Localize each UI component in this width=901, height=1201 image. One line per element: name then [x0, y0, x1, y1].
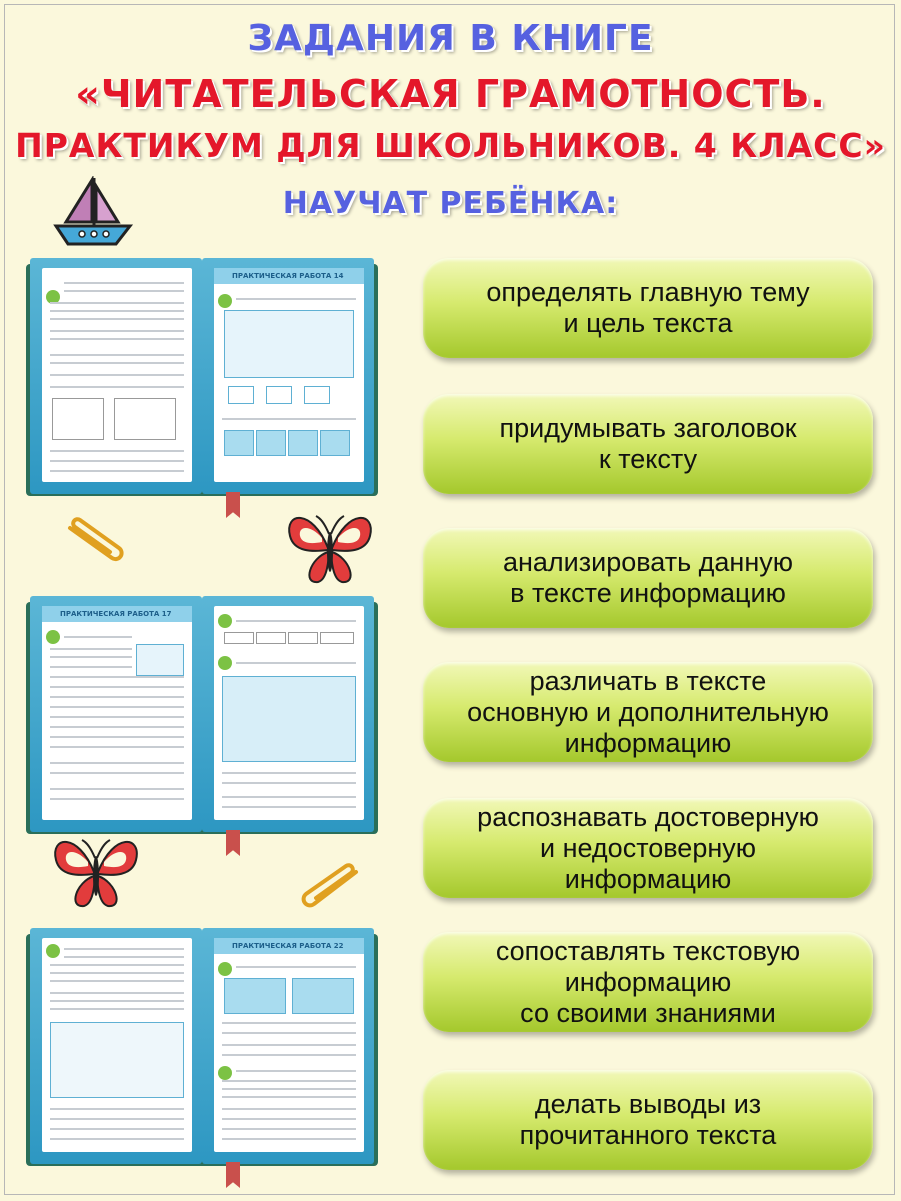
page-content [42, 606, 192, 820]
page-title: ПРАКТИЧЕСКАЯ РАБОТА 17 [42, 606, 192, 622]
skill-analyze [423, 528, 873, 628]
skill-label: распознавать достоверную и недостоверную информацию [477, 801, 819, 894]
skill-title [423, 394, 873, 494]
bookmark-ribbon-icon [226, 830, 240, 856]
page-content [214, 938, 364, 1152]
skill-label: определять главную тему и цель текста [486, 277, 810, 338]
skill-label: анализировать данную в тексте информацию [502, 547, 793, 608]
page-title: ПРАКТИЧЕСКАЯ РАБОТА 14 [214, 268, 364, 284]
bookmark-ribbon-icon [226, 1162, 240, 1188]
skill-conclusions [423, 1070, 873, 1170]
paperclip-icon [62, 514, 126, 570]
book-spread-1 [26, 258, 378, 518]
header-line-4: НАУЧАТ РЕБЁНКА: [282, 186, 619, 221]
book-right-page [202, 928, 374, 1164]
book-left-page [30, 928, 202, 1164]
bookmark-ribbon-icon [226, 492, 240, 518]
header-line-2: «ЧИТАТЕЛЬСКАЯ ГРАМОТНОСТЬ. [75, 72, 826, 116]
skill-distinguish [423, 662, 873, 762]
page-title: ПРАКТИЧЕСКАЯ РАБОТА 22 [214, 938, 364, 954]
book-spread-3 [26, 928, 378, 1188]
book-right-page [202, 258, 374, 494]
book-spread-2 [26, 596, 378, 856]
header-line-1: ЗАДАНИЯ В КНИГЕ [247, 18, 654, 59]
book-right-page [202, 596, 374, 832]
page-content [42, 938, 192, 1152]
skill-main-topic [423, 258, 873, 358]
page-content [214, 606, 364, 820]
book-left-page [30, 596, 202, 832]
skill-label: сопоставлять текстовую информацию со своими знаниями [495, 935, 801, 1028]
skill-compare [423, 932, 873, 1032]
sailboat-icon [52, 176, 134, 248]
header-line-3: ПРАКТИКУМ ДЛЯ ШКОЛЬНИКОВ. 4 КЛАСС» [15, 126, 886, 165]
skill-label: придумывать заголовок к тексту [499, 413, 797, 474]
page-content [214, 268, 364, 482]
butterfly-icon [48, 832, 144, 914]
skill-reliability [423, 798, 873, 898]
paperclip-icon [300, 862, 364, 918]
skill-label: делать выводы из прочитанного текста [519, 1089, 777, 1150]
butterfly-icon [282, 508, 378, 590]
skill-label: различать в тексте основную и дополнительную информацию [467, 665, 829, 758]
page-content [42, 268, 192, 482]
book-left-page [30, 258, 202, 494]
